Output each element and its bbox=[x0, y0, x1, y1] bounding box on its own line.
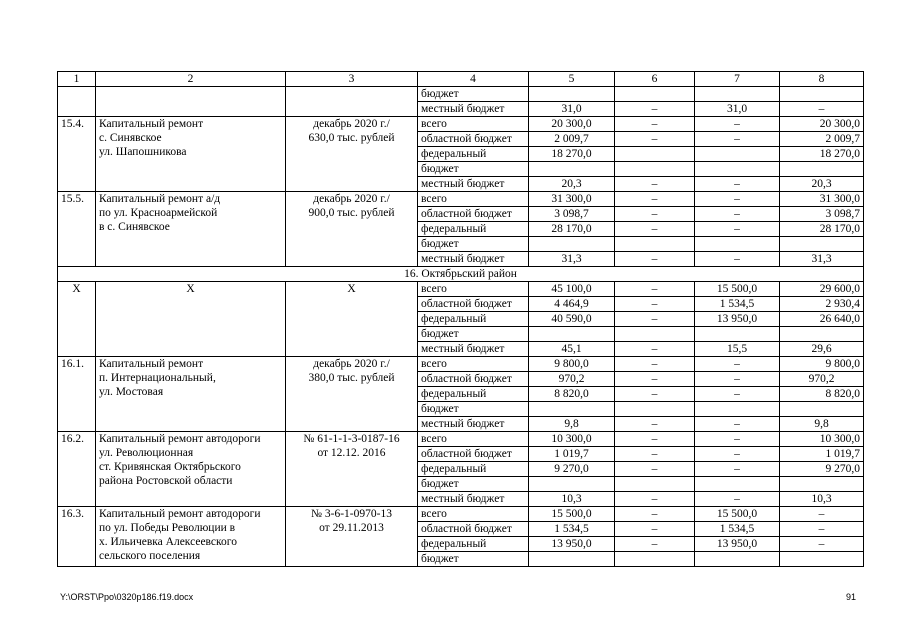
value-cell: 20,3 bbox=[780, 177, 864, 192]
value-cell: 10,3 bbox=[529, 492, 615, 507]
value-cell: 31,0 bbox=[529, 102, 615, 117]
budget-type: бюджет bbox=[418, 552, 529, 567]
budget-table bbox=[57, 71, 864, 567]
table-row bbox=[58, 87, 864, 102]
header-cell: 1 bbox=[58, 72, 96, 87]
budget-type: федеральный bbox=[418, 462, 529, 477]
budget-type: бюджет bbox=[418, 162, 529, 177]
dash-cell: – bbox=[695, 447, 780, 462]
value-cell: 9 270,0 bbox=[780, 462, 864, 477]
dash-cell: – bbox=[615, 177, 695, 192]
dash-cell: – bbox=[780, 522, 864, 537]
budget-type: бюджет bbox=[418, 87, 529, 102]
x-mark: Х bbox=[58, 282, 96, 357]
budget-type: всего bbox=[418, 507, 529, 522]
table-row bbox=[58, 192, 864, 207]
table-row bbox=[58, 432, 864, 447]
value-cell: 31,3 bbox=[529, 252, 615, 267]
budget-type: областной бюджет bbox=[418, 297, 529, 312]
dash-cell: – bbox=[615, 117, 695, 132]
table-row bbox=[58, 282, 864, 297]
value-cell: 31 300,0 bbox=[780, 192, 864, 207]
budget-type: всего bbox=[418, 282, 529, 297]
value-cell: 9 800,0 bbox=[780, 357, 864, 372]
budget-type: областной бюджет bbox=[418, 372, 529, 387]
value-cell: 10,3 bbox=[780, 492, 864, 507]
header-cell: 4 bbox=[418, 72, 529, 87]
section-title: 16. Октябрьский район bbox=[58, 267, 864, 282]
dash-cell: – bbox=[780, 507, 864, 522]
dash-cell: – bbox=[695, 177, 780, 192]
value-cell: 1 019,7 bbox=[529, 447, 615, 462]
dash-cell: – bbox=[695, 387, 780, 402]
value-cell: 18 270,0 bbox=[529, 147, 615, 162]
value-cell: 20 300,0 bbox=[780, 117, 864, 132]
dash-cell: – bbox=[615, 522, 695, 537]
header-cell: 6 bbox=[615, 72, 695, 87]
value-cell: 15 500,0 bbox=[529, 507, 615, 522]
dash-cell: – bbox=[615, 432, 695, 447]
item-name: Капитальный ремонт с. Синявское ул. Шапошникова bbox=[96, 117, 286, 192]
dash-cell: – bbox=[615, 282, 695, 297]
value-cell: 10 300,0 bbox=[780, 432, 864, 447]
value-cell: 18 270,0 bbox=[780, 147, 864, 162]
value-cell: 13 950,0 bbox=[695, 312, 780, 327]
value-cell: 2 009,7 bbox=[529, 132, 615, 147]
budget-type: федеральный bbox=[418, 312, 529, 327]
value-cell: 1 534,5 bbox=[529, 522, 615, 537]
value-cell: 1 534,5 bbox=[695, 522, 780, 537]
item-name: Капитальный ремонт автодороги по ул. Победы Революции в х. Ильичевка Алексеевского сельского поселения bbox=[96, 507, 286, 567]
header-cell: 7 bbox=[695, 72, 780, 87]
dash-cell: – bbox=[615, 417, 695, 432]
value-cell: 2 930,4 bbox=[780, 297, 864, 312]
page-number: 91 bbox=[846, 592, 857, 602]
value-cell: 29 600,0 bbox=[780, 282, 864, 297]
dash-cell: – bbox=[615, 102, 695, 117]
dash-cell: – bbox=[695, 462, 780, 477]
table-row bbox=[58, 507, 864, 522]
dash-cell: – bbox=[615, 192, 695, 207]
dash-cell: – bbox=[615, 537, 695, 552]
dash-cell: – bbox=[615, 447, 695, 462]
value-cell: 4 464,9 bbox=[529, 297, 615, 312]
dash-cell: – bbox=[615, 342, 695, 357]
budget-type: местный бюджет bbox=[418, 342, 529, 357]
value-cell: 9 270,0 bbox=[529, 462, 615, 477]
dash-cell: – bbox=[695, 357, 780, 372]
header-cell: 3 bbox=[286, 72, 418, 87]
dash-cell: – bbox=[695, 132, 780, 147]
dash-cell: – bbox=[615, 507, 695, 522]
value-cell: 20 300,0 bbox=[529, 117, 615, 132]
item-name: Капитальный ремонт а/д по ул. Красноармейской в с. Синявское bbox=[96, 192, 286, 267]
value-cell: 40 590,0 bbox=[529, 312, 615, 327]
budget-type: областной бюджет bbox=[418, 207, 529, 222]
value-cell: 29,6 bbox=[780, 342, 864, 357]
item-document: № 61-1-1-3-0187-16 от 12.12. 2016 bbox=[286, 432, 418, 507]
budget-type: бюджет bbox=[418, 237, 529, 252]
dash-cell: – bbox=[695, 117, 780, 132]
value-cell: 15,5 bbox=[695, 342, 780, 357]
cell bbox=[286, 87, 418, 117]
dash-cell: – bbox=[615, 462, 695, 477]
table-row bbox=[58, 117, 864, 132]
budget-type: местный бюджет bbox=[418, 492, 529, 507]
budget-type: местный бюджет bbox=[418, 252, 529, 267]
value-cell: 45,1 bbox=[529, 342, 615, 357]
value-cell: 9,8 bbox=[780, 417, 864, 432]
budget-type: федеральный bbox=[418, 387, 529, 402]
item-number: 16.1. bbox=[58, 357, 96, 432]
value-cell: 970,2 bbox=[529, 372, 615, 387]
value-cell: 20,3 bbox=[529, 177, 615, 192]
cell bbox=[58, 87, 96, 117]
budget-type: всего bbox=[418, 192, 529, 207]
value-cell: 10 300,0 bbox=[529, 432, 615, 447]
value-cell: 26 640,0 bbox=[780, 312, 864, 327]
dash-cell: – bbox=[615, 312, 695, 327]
value-cell: 8 820,0 bbox=[780, 387, 864, 402]
value-cell: 3 098,7 bbox=[529, 207, 615, 222]
budget-type: федеральный bbox=[418, 222, 529, 237]
dash-cell: – bbox=[695, 222, 780, 237]
dash-cell: – bbox=[615, 387, 695, 402]
budget-type: федеральный bbox=[418, 147, 529, 162]
x-mark: Х bbox=[286, 282, 418, 357]
header-row bbox=[58, 72, 864, 87]
dash-cell: – bbox=[615, 252, 695, 267]
dash-cell: – bbox=[615, 357, 695, 372]
item-document: декабрь 2020 г./ 380,0 тыс. рублей bbox=[286, 357, 418, 432]
value-cell: 8 820,0 bbox=[529, 387, 615, 402]
dash-cell: – bbox=[695, 492, 780, 507]
dash-cell: – bbox=[780, 537, 864, 552]
item-name: Капитальный ремонт автодороги ул. Революционная ст. Кривянская Октябрьского района Ростовской области bbox=[96, 432, 286, 507]
dash-cell: – bbox=[615, 222, 695, 237]
budget-type: областной бюджет bbox=[418, 447, 529, 462]
value-cell: 31 300,0 bbox=[529, 192, 615, 207]
budget-type: областной бюджет bbox=[418, 132, 529, 147]
budget-type: бюджет bbox=[418, 402, 529, 417]
value-cell: 1 019,7 bbox=[780, 447, 864, 462]
value-cell: 3 098,7 bbox=[780, 207, 864, 222]
budget-type: местный бюджет bbox=[418, 177, 529, 192]
dash-cell: – bbox=[695, 432, 780, 447]
value-cell: 13 950,0 bbox=[695, 537, 780, 552]
cell bbox=[96, 87, 286, 117]
dash-cell: – bbox=[615, 372, 695, 387]
dash-cell: – bbox=[695, 252, 780, 267]
table-row bbox=[58, 357, 864, 372]
item-name: Капитальный ремонт п. Интернациональный, ул. Мостовая bbox=[96, 357, 286, 432]
value-cell: 9 800,0 bbox=[529, 357, 615, 372]
value-cell: 9,8 bbox=[529, 417, 615, 432]
dash-cell: – bbox=[780, 102, 864, 117]
dash-cell: – bbox=[615, 492, 695, 507]
budget-type: местный бюджет bbox=[418, 102, 529, 117]
dash-cell: – bbox=[615, 207, 695, 222]
budget-type: всего bbox=[418, 357, 529, 372]
budget-type: федеральный bbox=[418, 537, 529, 552]
value-cell: 15 500,0 bbox=[695, 282, 780, 297]
x-mark: Х bbox=[96, 282, 286, 357]
value-cell: 31,0 bbox=[695, 102, 780, 117]
item-document: декабрь 2020 г./ 630,0 тыс. рублей bbox=[286, 117, 418, 192]
budget-type: бюджет bbox=[418, 477, 529, 492]
value-cell: 2 009,7 bbox=[780, 132, 864, 147]
dash-cell: – bbox=[695, 207, 780, 222]
item-number: 16.3. bbox=[58, 507, 96, 567]
item-number: 15.5. bbox=[58, 192, 96, 267]
header-cell: 8 bbox=[780, 72, 864, 87]
item-document: № 3-6-1-0970-13 от 29.11.2013 bbox=[286, 507, 418, 567]
section-row bbox=[58, 267, 864, 282]
value-cell: 31,3 bbox=[780, 252, 864, 267]
budget-type: всего bbox=[418, 117, 529, 132]
header-cell: 5 bbox=[529, 72, 615, 87]
value-cell: 28 170,0 bbox=[529, 222, 615, 237]
budget-type: всего bbox=[418, 432, 529, 447]
budget-type: местный бюджет bbox=[418, 417, 529, 432]
file-path: Y:\ORST\Ppo\0320p186.f19.docx bbox=[60, 592, 194, 602]
value-cell: 45 100,0 bbox=[529, 282, 615, 297]
dash-cell: – bbox=[615, 297, 695, 312]
value-cell: 15 500,0 bbox=[695, 507, 780, 522]
item-number: 15.4. bbox=[58, 117, 96, 192]
value-cell: 28 170,0 bbox=[780, 222, 864, 237]
value-cell: 970,2 bbox=[780, 372, 864, 387]
dash-cell: – bbox=[695, 372, 780, 387]
budget-type: бюджет bbox=[418, 327, 529, 342]
value-cell: 13 950,0 bbox=[529, 537, 615, 552]
dash-cell: – bbox=[615, 132, 695, 147]
budget-type: областной бюджет bbox=[418, 522, 529, 537]
value-cell: 1 534,5 bbox=[695, 297, 780, 312]
header-cell: 2 bbox=[96, 72, 286, 87]
dash-cell: – bbox=[695, 417, 780, 432]
dash-cell: – bbox=[695, 192, 780, 207]
item-document: декабрь 2020 г./ 900,0 тыс. рублей bbox=[286, 192, 418, 267]
item-number: 16.2. bbox=[58, 432, 96, 507]
